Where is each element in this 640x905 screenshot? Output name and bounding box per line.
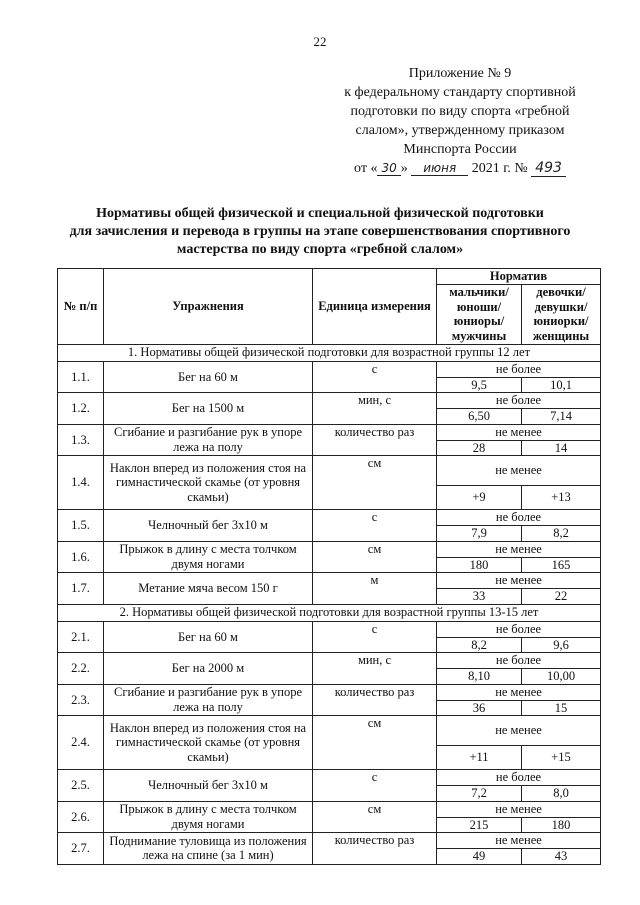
section-row — [58, 344, 601, 361]
table-row — [58, 424, 601, 440]
row-value-boys: 7,2 — [437, 786, 522, 802]
row-condition: не менее — [437, 684, 601, 700]
table-row — [58, 573, 601, 589]
row-condition: не более — [437, 621, 601, 637]
row-value-boys: 9,5 — [437, 377, 522, 393]
row-exercise: Наклон вперед из положения стоя на гимнастической скамье (от уровня скамьи) — [104, 716, 313, 770]
appendix-line: подготовки по виду спорта «гребной — [350, 104, 570, 119]
date-year: 2021 г. № — [471, 161, 528, 176]
row-exercise: Прыжок в длину с места толчком двумя ногами — [104, 541, 313, 573]
row-unit: с — [313, 361, 437, 393]
row-value-boys: 36 — [437, 700, 522, 716]
appendix-line: Минспорта России — [403, 142, 517, 157]
row-value-girls: 14 — [522, 440, 601, 456]
row-value-boys: 215 — [437, 817, 522, 833]
header-unit: Единица измерения — [313, 269, 437, 345]
row-unit: с — [313, 621, 437, 653]
row-value-girls: 8,2 — [522, 526, 601, 542]
row-num: 1.2. — [58, 393, 104, 425]
table-row — [58, 510, 601, 526]
table-row — [58, 684, 601, 700]
appendix-date-line — [310, 159, 610, 178]
norms-table — [57, 268, 601, 865]
row-num: 1.6. — [58, 541, 104, 573]
order-number: 493 — [531, 160, 566, 177]
row-value-girls: 7,14 — [522, 409, 601, 425]
section-title: 2. Нормативы общей физической подготовки для возрастной группы 13-15 лет — [58, 604, 601, 621]
row-condition: не менее — [437, 716, 601, 746]
row-condition: не менее — [437, 573, 601, 589]
header-norm: Норматив — [437, 269, 601, 285]
header-girls: девочки/ девушки/ юниорки/ женщины — [522, 284, 601, 344]
row-num: 2.1. — [58, 621, 104, 653]
row-condition: не более — [437, 361, 601, 377]
row-value-girls: 8,0 — [522, 786, 601, 802]
row-unit: м — [313, 573, 437, 605]
row-unit: см — [313, 801, 437, 833]
date-month: июня — [411, 161, 468, 176]
appendix-line: слалом», утвержденному приказом — [355, 123, 565, 138]
row-unit: мин, с — [313, 653, 437, 685]
row-num: 2.7. — [58, 833, 104, 865]
header-exercise: Упражнения — [104, 269, 313, 345]
title-line: мастерства по виду спорта «гребной слалом» — [176, 242, 464, 257]
row-condition: не более — [437, 510, 601, 526]
document-title — [40, 205, 600, 259]
row-num: 1.3. — [58, 424, 104, 456]
table-row — [58, 456, 601, 486]
table-row — [58, 393, 601, 409]
row-unit: с — [313, 770, 437, 802]
row-exercise: Сгибание и разгибание рук в упоре лежа на полу — [104, 424, 313, 456]
date-day: 30 — [377, 161, 400, 176]
row-value-boys: +11 — [437, 746, 522, 770]
row-exercise: Бег на 60 м — [104, 621, 313, 653]
header-num: № п/п — [58, 269, 104, 345]
table-row — [58, 716, 601, 746]
table-row — [58, 801, 601, 817]
row-unit: количество раз — [313, 833, 437, 865]
row-exercise: Бег на 2000 м — [104, 653, 313, 685]
row-value-girls: 180 — [522, 817, 601, 833]
row-exercise: Бег на 1500 м — [104, 393, 313, 425]
row-value-boys: 33 — [437, 589, 522, 605]
row-exercise: Бег на 60 м — [104, 361, 313, 393]
row-value-boys: 49 — [437, 849, 522, 865]
row-num: 2.4. — [58, 716, 104, 770]
table-row — [58, 361, 601, 377]
section-title: 1. Нормативы общей физической подготовки для возрастной группы 12 лет — [58, 344, 601, 361]
row-condition: не менее — [437, 541, 601, 557]
table-row — [58, 833, 601, 849]
row-condition: не менее — [437, 424, 601, 440]
row-num: 2.5. — [58, 770, 104, 802]
row-exercise: Челночный бег 3x10 м — [104, 510, 313, 542]
row-exercise: Наклон вперед из положения стоя на гимнастической скамье (от уровня скамьи) — [104, 456, 313, 510]
appendix-header — [310, 64, 610, 178]
row-value-boys: 6,50 — [437, 409, 522, 425]
row-condition: не менее — [437, 801, 601, 817]
row-value-girls: 10,1 — [522, 377, 601, 393]
row-num: 2.6. — [58, 801, 104, 833]
row-value-girls: 15 — [522, 700, 601, 716]
row-condition: не менее — [437, 456, 601, 486]
row-unit: см — [313, 456, 437, 510]
table-row — [58, 541, 601, 557]
row-value-girls: +13 — [522, 486, 601, 510]
row-condition: не более — [437, 653, 601, 669]
date-mid: » — [400, 161, 408, 176]
table-row — [58, 653, 601, 669]
row-unit: количество раз — [313, 684, 437, 716]
table-row — [58, 770, 601, 786]
row-value-boys: 8,10 — [437, 669, 522, 685]
row-unit: мин, с — [313, 393, 437, 425]
row-unit: см — [313, 716, 437, 770]
row-value-girls: 22 — [522, 589, 601, 605]
row-unit: с — [313, 510, 437, 542]
row-value-boys: +9 — [437, 486, 522, 510]
row-condition: не более — [437, 770, 601, 786]
date-prefix: от « — [354, 161, 378, 176]
table-row — [58, 621, 601, 637]
row-num: 1.5. — [58, 510, 104, 542]
row-exercise: Поднимание туловища из положения лежа на спине (за 1 мин) — [104, 833, 313, 865]
row-num: 2.2. — [58, 653, 104, 685]
row-condition: не менее — [437, 833, 601, 849]
row-exercise: Метание мяча весом 150 г — [104, 573, 313, 605]
row-num: 1.1. — [58, 361, 104, 393]
row-num: 2.3. — [58, 684, 104, 716]
row-num: 1.7. — [58, 573, 104, 605]
row-exercise: Челночный бег 3x10 м — [104, 770, 313, 802]
row-unit: см — [313, 541, 437, 573]
section-row — [58, 604, 601, 621]
row-num: 1.4. — [58, 456, 104, 510]
row-exercise: Сгибание и разгибание рук в упоре лежа на полу — [104, 684, 313, 716]
row-value-girls: +15 — [522, 746, 601, 770]
row-value-boys: 8,2 — [437, 637, 522, 653]
row-value-girls: 43 — [522, 849, 601, 865]
row-value-girls: 9,6 — [522, 637, 601, 653]
page-number: 22 — [313, 34, 327, 49]
row-value-boys: 7,9 — [437, 526, 522, 542]
row-exercise: Прыжок в длину с места толчком двумя ногами — [104, 801, 313, 833]
row-value-girls: 165 — [522, 557, 601, 573]
title-line: Нормативы общей физической и специальной физической подготовки — [96, 206, 544, 221]
row-unit: количество раз — [313, 424, 437, 456]
row-value-boys: 28 — [437, 440, 522, 456]
header-boys: мальчики/ юноши/ юниоры/ мужчины — [437, 284, 522, 344]
row-condition: не более — [437, 393, 601, 409]
row-value-boys: 180 — [437, 557, 522, 573]
row-value-girls: 10,00 — [522, 669, 601, 685]
title-line: для зачисления и перевода в группы на этапе совершенствования спортивного — [69, 224, 571, 239]
appendix-line: Приложение № 9 — [408, 66, 512, 81]
appendix-line: к федеральному стандарту спортивной — [344, 85, 576, 100]
